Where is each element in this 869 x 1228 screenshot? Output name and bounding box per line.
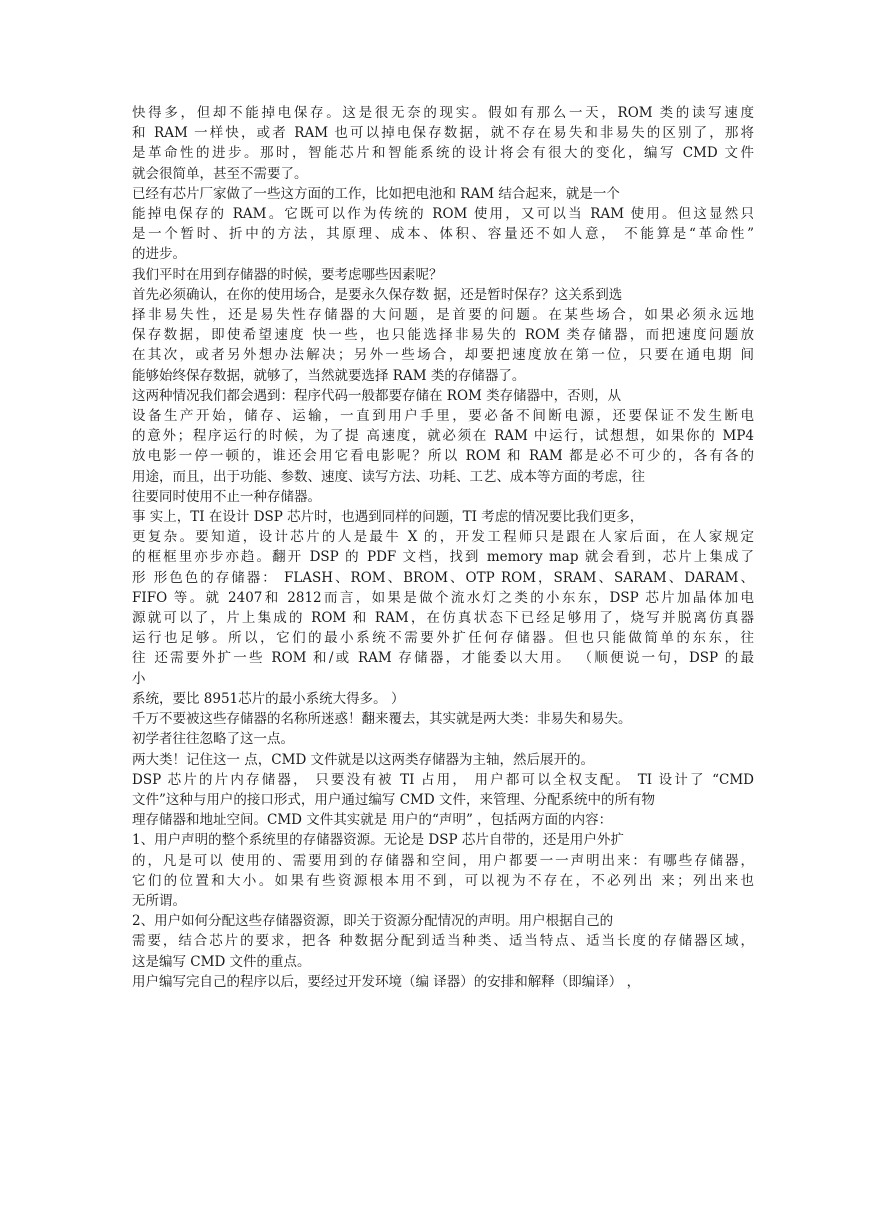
text-line: 保存数据，即使希望速度 快一些，也只能选择非易失的 ROM 类存储器，而把速度问题放 xyxy=(132,327,754,344)
text-line: 系统，要比 8951芯片的最小系统大得多。 ） xyxy=(132,690,405,707)
text-line: 的进步。 xyxy=(132,246,186,263)
text-line: 能够始终保存数据，就够了，当然就要选择 RAM 类的存储器了。 xyxy=(132,367,526,384)
text-line: 运行也足够。所以，它们的最小系统不需要外扩任何存储器。但也只能做简单的东东，往 xyxy=(132,630,754,647)
text-line: 就会很简单，甚至不需要了。 xyxy=(132,165,308,182)
text-line: 往 还需要外扩一些 ROM 和/或 RAM 存储器，才能委以大用。 （顺便说一句，DSP 的最 xyxy=(132,650,754,667)
text-line: 两大类！记住这一 点，CMD 文件就是以这两类存储器为主轴，然后展开的。 xyxy=(132,751,595,768)
text-line: 首先必须确认，在你的使用场合，是要永久保存数 据，还是暂时保存？这关系到选 xyxy=(132,286,623,303)
text-line: 无所谓。 xyxy=(132,892,186,909)
text-line: 设备生产开始，储存、运输，一直到用户手里，要必备不间断电源，还要保证不发生断电 xyxy=(132,408,754,425)
text-line: 快得多，但却不能掉电保存。这是很无奈的现实。假如有那么一天，ROM 类的读写速度 xyxy=(132,105,754,121)
text-line: 初学者往往忽略了这一点。 xyxy=(132,731,294,748)
text-line: 已经有芯片厂家做了一些这方面的工作，比如把电池和 RAM 结合起来，就是一个 xyxy=(132,185,620,202)
text-line: 的，凡是可以 使用的、需要用到的存储器和空间，用户都要一一声明出来：有哪些存储器， xyxy=(132,852,754,869)
text-line: 更复杂。要知道，设计芯片的人是最牛 X 的，开发工程师只是跟在人家后面，在人家规定 xyxy=(132,529,754,546)
text-line: FIFO 等。就 2407和 2812而言，如果是做个流水灯之类的小东东，DSP 芯片加晶体加电 xyxy=(132,589,754,606)
text-line: 文件”这种与用户的接口形式，用户通过编写 CMD 文件，来管理、分配系统中的所有物 xyxy=(132,791,655,808)
text-line: 它们的位置和大小。如果有些资源根本用不到，可以视为不存在，不必列出 来；列出来也 xyxy=(132,872,754,889)
text-line: 用户编写完自己的程序以后，要经过开发环境（编 译器）的安排和解释（即编译） ， xyxy=(132,973,641,990)
text-line: 这是编写 CMD 文件的重点。 xyxy=(132,953,311,970)
text-line: 的框框里亦步亦趋。翻开 DSP 的 PDF 文档，找到 memory map 就会看到，芯片上集成了 xyxy=(132,549,754,566)
text-line: 放电影一停一顿的，谁还会用它看电影呢？所以 ROM 和 RAM 都是必不可少的，各有各的 xyxy=(132,448,754,465)
text-line: 能掉电保存的 RAM。它既可以作为传统的 ROM 使用，又可以当 RAM 使用。但这显然只 xyxy=(132,206,754,223)
text-line: 事 实上，TI 在设计 DSP 芯片时，也遇到同样的问题，TI 考虑的情况要比我们更多， xyxy=(132,509,644,526)
text-line: 这两种情况我们都会遇到：程序代码一般都要存储在 ROM 类存储器中，否则，从 xyxy=(132,387,622,404)
text-line: 择非易失性，还是易失性存储器的大问题，是首要的问题。在某些场合，如果必须永远地 xyxy=(132,307,754,324)
text-line: 2、用户如何分配这些存储器资源，即关于资源分配情况的声明。用户根据自己的 xyxy=(132,913,614,930)
text-line: 千万不要被这些存储器的名称所迷惑！翻来覆去，其实就是两大类：非易失和易失。 xyxy=(132,711,632,728)
text-line: 1、用户声明的整个系统里的存储器资源。无论是 DSP 芯片自带的，还是用户外扩 xyxy=(132,832,624,849)
text-line: 是革命性的进步。那时，智能芯片和智能系统的设计将会有很大的变化，编写 CMD 文件 xyxy=(132,145,754,162)
text-line: 理存储器和地址空间。CMD 文件其实就是 用户的“声明” ，包括两方面的内容： xyxy=(132,812,613,829)
text-line: DSP 芯片的片内存储器， 只要没有被 TI 占用， 用户都可以全权支配。 TI 设计了 “CMD xyxy=(132,771,754,788)
text-line: 往要同时使用不止一种存储器。 xyxy=(132,488,321,505)
text-line: 在其次，或者另外想办法解决；另外一些场合，却要把速度放在第一位，只要在通电期 间 xyxy=(132,347,754,364)
text-line: 我们平时在用到存储器的时候，要考虑哪些因素呢？ xyxy=(132,266,443,283)
document-body xyxy=(132,103,754,992)
text-line: 的意外；程序运行的时候，为了提 高速度，就必须在 RAM 中运行，试想想，如果你的 MP4 xyxy=(132,428,754,445)
text-line: 需要，结合芯片的要求，把各 种数据分配到适当种类、适当特点、适当长度的存储器区域， xyxy=(132,933,754,950)
text-line: 和 RAM 一样快，或者 RAM 也可以掉电保存数据，就不存在易失和非易失的区别了，那将 xyxy=(132,125,754,142)
text-line: 小 xyxy=(132,670,146,687)
text-line: 是一个暂时、折中的方法，其原理、成本、体积、容量还不如人意， 不能算是“革命性” xyxy=(132,226,754,243)
text-line: 用途，而且，出于功能、参数、速度、读写方法、功耗、工艺、成本等方面的考虑，往 xyxy=(132,468,645,485)
text-line: 形 形色色的存储器： FLASH、ROM、BROM、OTP ROM，SRAM、SARAM、DARAM、 xyxy=(132,569,754,586)
text-line: 源就可以了，片上集成的 ROM 和 RAM，在仿真状态下已经足够用了，烧写并脱离仿真器 xyxy=(132,610,754,627)
